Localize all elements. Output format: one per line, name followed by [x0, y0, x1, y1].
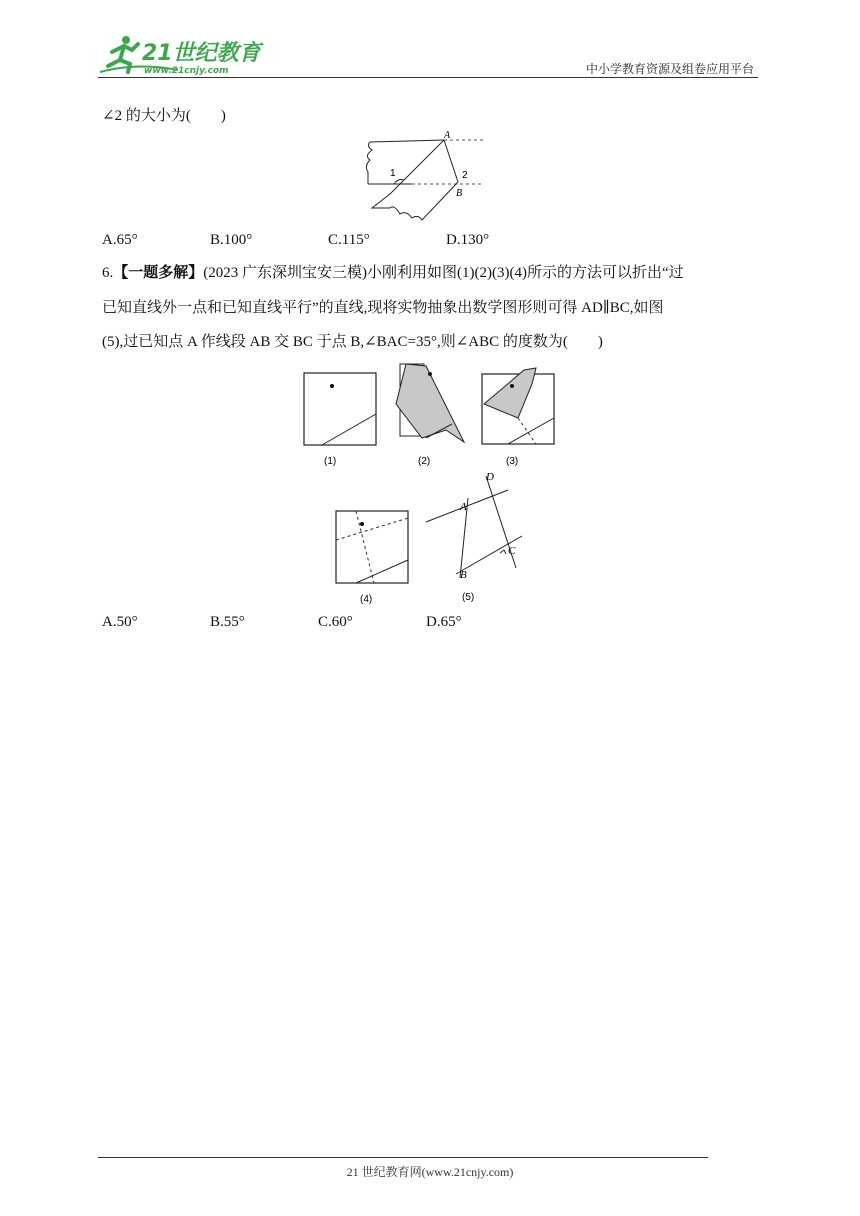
q6-stem-line2: 已知直线外一点和已知直线平行”的直线,现将实物抽象出数学图形则可得 AD∥BC,如图 [102, 300, 664, 316]
svg-text:(2): (2) [418, 456, 431, 467]
header-divider [98, 77, 758, 78]
q5-option-d: D.130° [446, 232, 490, 248]
svg-text:C: C [508, 545, 516, 557]
page-header [98, 32, 758, 78]
svg-text:www.21cnjy.com: www.21cnjy.com [144, 66, 229, 76]
q5-figure [360, 130, 490, 225]
q6-stem-line3: (5),过已知点 A 作线段 AB 交 BC 于点 B,∠BAC=35°,则∠ABC 的度数为( ) [102, 334, 603, 350]
q6-option-d: D.65° [426, 614, 462, 630]
q6-figure-4 [330, 508, 414, 608]
svg-text:D: D [486, 471, 494, 483]
svg-text:(4): (4) [360, 594, 373, 605]
q6-figure-5 [420, 468, 532, 608]
q6-stem-line1 [102, 262, 684, 283]
platform-name: 中小学教育资源及组卷应用平台 [585, 62, 754, 76]
q5-option-b: B.100° [210, 232, 253, 248]
svg-text:(3): (3) [506, 456, 519, 467]
svg-text:21世纪教育: 21世纪教育 [142, 41, 261, 66]
footer-text: 21 世纪教育网(www.21cnjy.com) [346, 1165, 514, 1179]
q6-figure-2 [392, 358, 476, 470]
q6-option-c: C.60° [318, 614, 353, 630]
q6-option-a: A.50° [102, 614, 138, 630]
logo-icon [98, 32, 268, 76]
q6-line1-text: (2023 广东深圳宝安三模)小刚利用如图(1)(2)(3)(4)所示的方法可以折出“过 [203, 265, 684, 281]
footer-divider [98, 1157, 708, 1158]
q6-figure-3 [478, 364, 562, 470]
q6-tag: 【一题多解】 [113, 263, 204, 281]
svg-text:B: B [460, 569, 467, 581]
q5-options [102, 230, 489, 250]
q5-stem: ∠2 的大小为( ) [102, 108, 226, 124]
q6-options [102, 612, 462, 632]
svg-text:(1): (1) [324, 456, 337, 467]
q5-option-c: C.115° [328, 232, 370, 248]
q6-number: 6. [102, 265, 114, 281]
svg-text:2: 2 [462, 170, 468, 181]
svg-text:B: B [456, 188, 463, 199]
svg-text:(5): (5) [462, 592, 475, 603]
q6-figure-1 [300, 370, 384, 470]
q6-option-b: B.55° [210, 614, 245, 630]
q5-option-a: A.65° [102, 232, 138, 248]
svg-text:A: A [444, 130, 451, 141]
svg-text:1: 1 [390, 168, 396, 179]
svg-text:A: A [460, 501, 467, 513]
